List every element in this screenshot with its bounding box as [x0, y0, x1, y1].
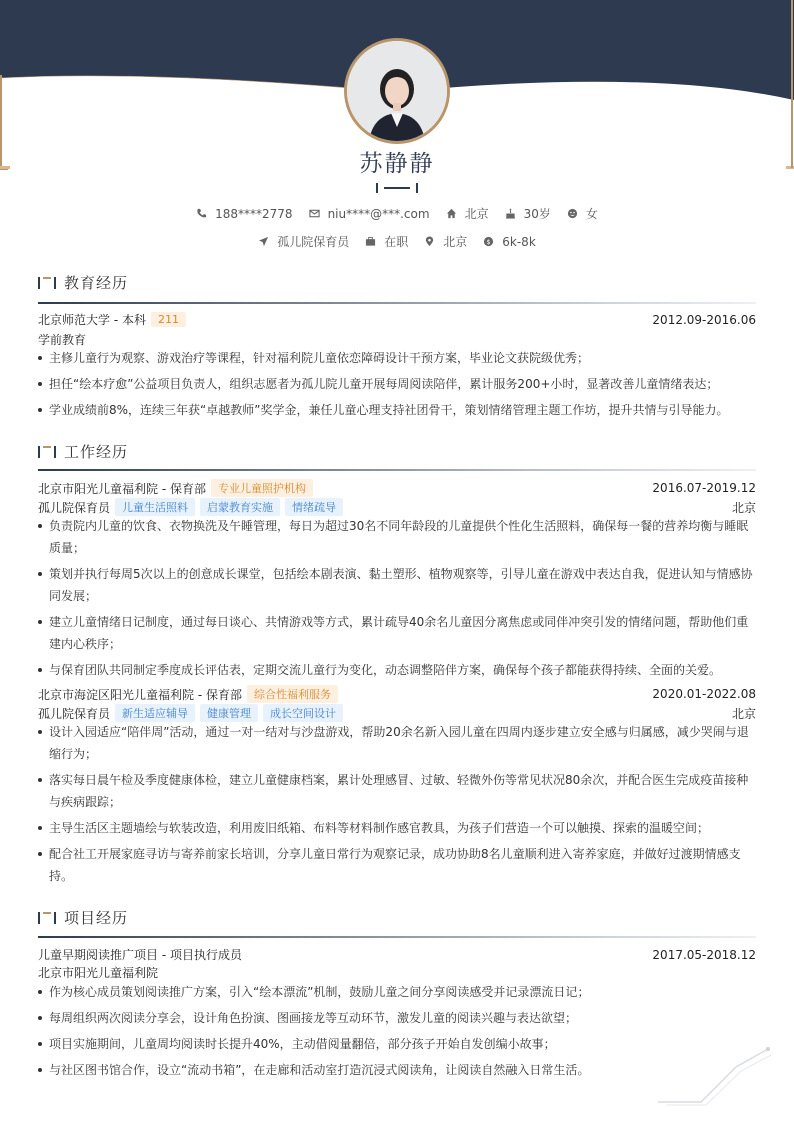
home-info: 北京: [446, 205, 489, 222]
school-tag: 211: [151, 312, 186, 327]
job-period: 2020.01-2022.08: [652, 687, 756, 701]
project-bullets: [38, 981, 756, 1085]
salary-info: $ 6k-8k: [483, 233, 536, 250]
job-position: 孤儿院保育员: [38, 706, 111, 721]
status-info: 在职: [365, 233, 408, 250]
job-city: 北京: [731, 500, 756, 515]
cake-icon: [505, 208, 516, 219]
avatar-photo: [347, 41, 447, 141]
education-header-row: [38, 311, 756, 328]
job-header-row: [38, 685, 756, 703]
candidate-name: 苏静静: [359, 151, 435, 177]
section-marker-icon: [38, 276, 58, 290]
list-item: 配合社工开展家庭寻访与寄养前家长培训，分享儿童日常行为观察记录，成功协助8名儿童顺利进入寄养家庭，并做好过渡期情感支持。: [38, 843, 756, 887]
target-city-info: 北京: [424, 233, 467, 250]
gender-icon: [567, 208, 578, 219]
list-item: 负责院内儿童的饮食、衣物换洗及午睡管理，每日为超过30名不同年龄段的儿童提供个性化生活照料，确保每一餐的营养均衡与睡眠质量；: [38, 515, 756, 559]
skill-tag: 健康管理: [200, 704, 258, 722]
send-icon: [258, 236, 269, 247]
corner-decoration: [656, 1047, 776, 1107]
list-item: 设计入园适应“陪伴周”活动，通过一对一结对与沙盘游戏，帮助20余名新入园儿童在四周内逐步建立安全感与归属感，减少哭闹与退缩行为；: [38, 721, 756, 765]
project-name: 儿童早期阅读推广项目 - 项目执行成员: [38, 948, 242, 962]
phone-info: 188****2778: [196, 205, 292, 222]
gender-info: 女: [567, 205, 598, 222]
company-name: 北京市海淀区阳光儿童福利院 - 保育部: [38, 687, 242, 702]
svg-text:$: $: [486, 237, 491, 246]
section-divider: [38, 936, 756, 938]
list-item: 每周组织两次阅读分享会，设计角色扮演、图画接龙等互动环节，激发儿童的阅读兴趣与表达欲望；: [38, 1007, 756, 1029]
skill-tag: 成长空间设计: [263, 704, 343, 722]
list-item: 落实每日晨午检及季度健康体检，建立儿童健康档案，累计处理感冒、过敏、轻微外伤等常见状况80余次，并配合医生完成疫苗接种与疾病跟踪；: [38, 769, 756, 813]
list-item: 作为核心成员策划阅读推广方案，引入“绘本漂流”机制，鼓励儿童之间分享阅读感受并记录漂流日记；: [38, 981, 756, 1003]
list-item: 项目实施期间，儿童周均阅读时长提升40%，主动借阅量翻倍，部分孩子开始自发创编小故事；: [38, 1033, 756, 1055]
skill-tag: 启蒙教育实施: [200, 498, 280, 516]
age-info: 30岁: [505, 205, 551, 222]
list-item: 建立儿童情绪日记制度，通过每日谈心、共情游戏等方式，累计疏导40余名儿童因分离焦虑或同伴冲突引发的情绪问题，帮助他们重建内心秩序；: [38, 611, 756, 655]
project-period: 2017.05-2018.12: [652, 947, 756, 962]
skill-tag: 情绪疏导: [285, 498, 343, 516]
project-org-row: [38, 964, 756, 981]
education-bullets: [38, 347, 756, 425]
name-divider: [376, 182, 418, 194]
work-section-title: 工作经历: [38, 441, 128, 462]
money-icon: [483, 236, 494, 247]
mail-icon: [309, 208, 320, 219]
list-item: 主修儿童行为观察、游戏治疗等课程，针对福利院儿童依恋障碍设计干预方案，毕业论文获院级优秀；: [38, 347, 756, 369]
target-position-info: 孤儿院保育员: [258, 233, 349, 250]
job-header-row: [38, 479, 756, 497]
section-marker-icon: [38, 911, 58, 925]
job-position-row: [38, 498, 756, 516]
project-org: 北京市阳光儿童福利院: [38, 966, 159, 980]
company-name: 北京市阳光儿童福利院 - 保育部: [38, 481, 206, 496]
list-item: 与社区图书馆合作，设立“流动书箱”，在走廊和活动室打造沉浸式阅读角，让阅读自然融入日常生活。: [38, 1059, 756, 1081]
major-row: [38, 331, 756, 348]
school-name: 北京师范大学 - 本科: [38, 313, 146, 327]
job-city: 北京: [731, 706, 756, 721]
list-item: 主导生活区主题墙绘与软装改造，利用废旧纸箱、布料等材料制作感官教具，为孩子们营造一个可以触摸、探索的温暖空间；: [38, 817, 756, 839]
project-section-title: 项目经历: [38, 907, 128, 928]
phone-icon: [196, 208, 207, 219]
email-info: niu****@***.com: [309, 205, 430, 222]
list-item: 策划并执行每周5次以上的创意成长课堂，包括绘本剧表演、黏土塑形、植物观察等，引导儿童在游戏中表达自我，促进认知与情感协同发展；: [38, 563, 756, 607]
job-bullets: [38, 515, 756, 685]
section-divider: [38, 302, 756, 304]
briefcase-icon: [365, 236, 376, 247]
skill-tag: 新生适应辅导: [115, 704, 195, 722]
job-bullets: [38, 721, 756, 891]
job-intent-row: [0, 233, 794, 250]
education-section-title: 教育经历: [38, 272, 128, 293]
job-position-row: [38, 704, 756, 722]
section-divider: [38, 469, 756, 471]
location-icon: [424, 236, 435, 247]
list-item: 担任“绘本疗愈”公益项目负责人，组织志愿者为孤儿院儿童开展每周阅读陪伴，累计服务200+小时，显著改善儿童情绪表达；: [38, 373, 756, 395]
company-tag: 专业儿童照护机构: [211, 479, 313, 497]
contact-info-row: [0, 205, 794, 222]
job-position: 孤儿院保育员: [38, 500, 111, 515]
home-icon: [446, 208, 457, 219]
education-period: 2012.09-2016.06: [652, 312, 756, 327]
list-item: 学业成绩前8%，连续三年获“卓越教师”奖学金，兼任儿童心理支持社团骨干，策划情绪管理主题工作坊，提升共情与引导能力。: [38, 399, 756, 421]
list-item: 与保育团队共同制定季度成长评估表，定期交流儿童行为变化，动态调整陪伴方案，确保每个孩子都能获得持续、全面的关爱。: [38, 659, 756, 681]
job-period: 2016.07-2019.12: [652, 481, 756, 495]
company-tag: 综合性福利服务: [247, 685, 338, 703]
major: 学前教育: [38, 333, 87, 347]
skill-tag: 儿童生活照料: [115, 498, 195, 516]
project-header-row: [38, 946, 756, 963]
avatar: [347, 41, 447, 141]
section-marker-icon: [38, 445, 58, 459]
